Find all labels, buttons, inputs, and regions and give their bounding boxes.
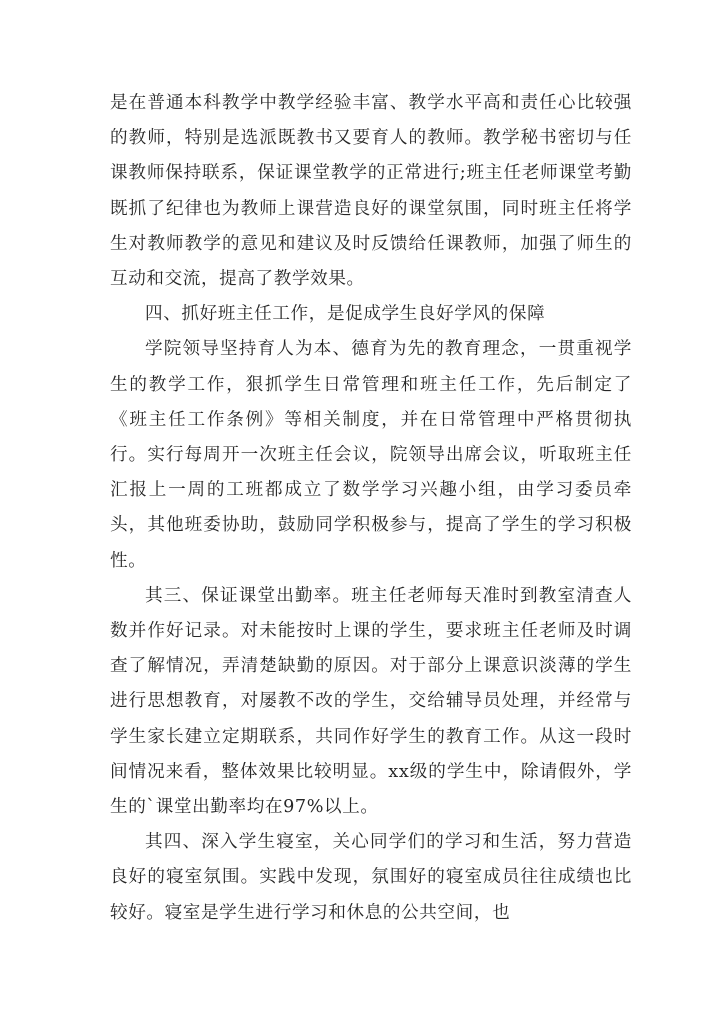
paragraph-teaching-staff: 是在普通本科教学中教学经验丰富、教学水平高和责任心比较强的教师，特别是选派既教书又要育人的教师。教学秘书密切与任课教师保持联系，保证课堂教学的正常进行;班主任老师课堂考勤既抓了纪律也为教师上课营造良好的课堂氛围，同时班主任将学生对教师教学的意见和建议及时反馈给任课教师，加强了师生的互动和交流，提高了教学效果。 <box>110 93 632 290</box>
paragraph-dormitory: 其四、深入学生寝室，关心同学们的学习和生活，努力营造良好的寝室氛围。实践中发现，氛围好的寝室成员往往成绩也比较好。寝室是学生进行学习和休息的公共空间，也 <box>110 832 632 923</box>
section-heading-class-teacher: 四、抓好班主任工作，是促成学生良好学风的保障 <box>145 304 546 325</box>
paragraph-college-leadership: 学院领导坚持育人为本、德育为先的教育理念，一贯重视学生的教学工作，狠抓学生日常管理和班主任工作，先后制定了《班主任工作条例》等相关制度，并在日常管理中严格贯彻执行。实行每周开一次班主任会议，院领导出席会议，听取班主任汇报上一周的工班都成立了数学学习兴趣小组，由学习委员牵头，其他班委协助，鼓励同学积极参与，提高了学生的学习积极性。 <box>110 339 632 571</box>
paragraph-attendance: 其三、保证课堂出勤率。班主任老师每天准时到教室清查人数并作好记录。对未能按时上课的学生，要求班主任老师及时调查了解情况，弄清楚缺勤的原因。对于部分上课意识淡薄的学生进行思想教育，对屡教不改的学生，交给辅导员处理，并经常与学生家长建立定期联系，共同作好学生的教育工作。从这一段时间情况来看，整体效果比较明显。xx级的学生中，除请假外，学生的`课堂出勤率均在97%以上。 <box>110 585 632 818</box>
document-body <box>110 86 632 931</box>
